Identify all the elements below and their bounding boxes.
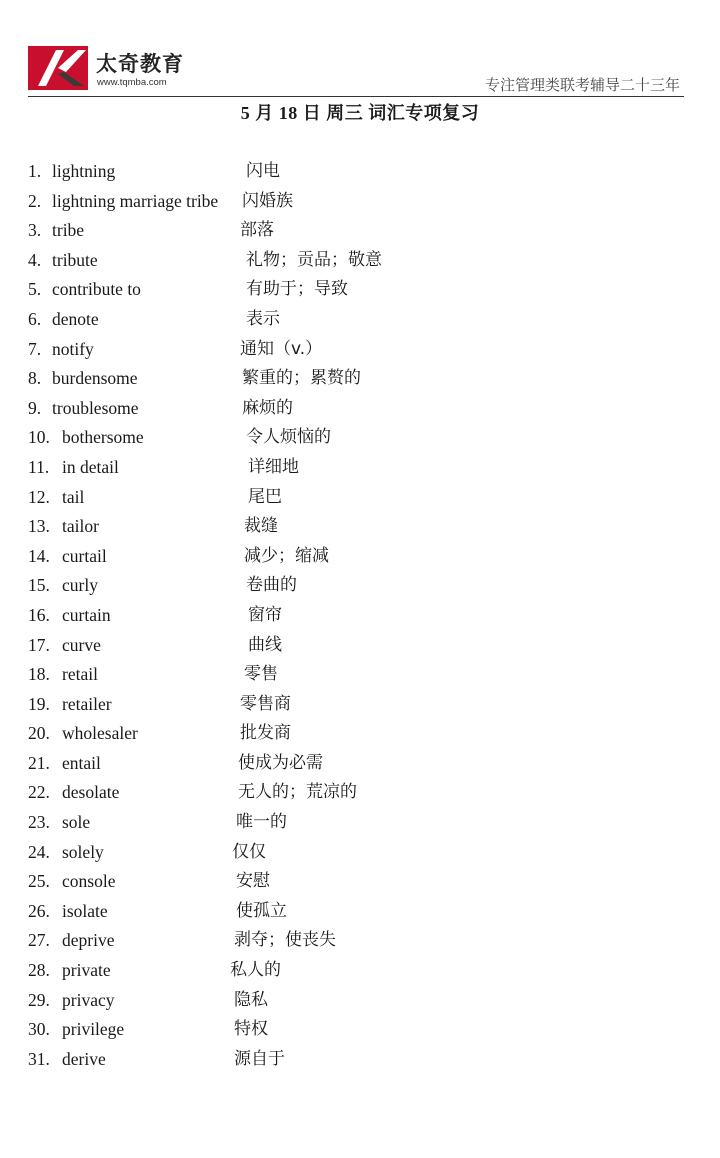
english-term: retail xyxy=(62,664,98,685)
english-term: solely xyxy=(62,841,104,862)
chinese-meaning: 无人的；荒凉的 xyxy=(238,782,357,803)
list-item xyxy=(0,897,720,927)
page-header xyxy=(0,0,720,100)
chinese-meaning: 部落 xyxy=(240,220,274,241)
item-number: 6. xyxy=(28,308,42,329)
chinese-meaning: 唯一的 xyxy=(236,812,287,833)
item-number: 8. xyxy=(28,368,42,389)
list-item xyxy=(0,216,720,246)
header-slogan: 专注管理类联考辅导二十三年 xyxy=(484,76,680,94)
chinese-meaning: 使成为必需 xyxy=(238,752,323,773)
chinese-meaning: 安慰 xyxy=(236,871,270,892)
english-term: desolate xyxy=(62,782,120,803)
chinese-meaning: 通知（v.） xyxy=(240,338,323,359)
english-term: curly xyxy=(62,575,98,596)
brand-name: 太奇教育 xyxy=(96,52,184,76)
item-number: 4. xyxy=(28,249,42,270)
list-item xyxy=(0,364,720,394)
chinese-meaning: 零售商 xyxy=(240,693,291,714)
english-term: privacy xyxy=(62,989,115,1010)
item-number: 20. xyxy=(28,723,50,744)
brand-url: www.tqmba.com xyxy=(97,77,167,88)
english-term: curtain xyxy=(62,604,111,625)
item-number: 23. xyxy=(28,812,50,833)
chinese-meaning: 卷曲的 xyxy=(246,575,297,596)
english-term: denote xyxy=(52,308,99,329)
item-number: 27. xyxy=(28,930,50,951)
item-number: 5. xyxy=(28,279,42,300)
item-number: 7. xyxy=(28,338,42,359)
english-term: curve xyxy=(62,634,101,655)
list-item xyxy=(0,631,720,661)
item-number: 16. xyxy=(28,604,50,625)
item-number: 10. xyxy=(28,427,50,448)
english-term: lightning marriage tribe xyxy=(52,190,219,211)
brand-logo-icon xyxy=(28,46,88,90)
list-item xyxy=(0,719,720,749)
list-item xyxy=(0,542,720,572)
chinese-meaning: 繁重的；累赘的 xyxy=(242,368,361,389)
item-number: 17. xyxy=(28,634,50,655)
list-item xyxy=(0,601,720,631)
list-item xyxy=(0,838,720,868)
chinese-meaning: 减少；缩减 xyxy=(244,545,329,566)
list-item xyxy=(0,956,720,986)
english-term: tailor xyxy=(62,516,99,537)
english-term: deprive xyxy=(62,930,115,951)
list-item xyxy=(0,275,720,305)
english-term: privilege xyxy=(62,1019,125,1040)
chinese-meaning: 有助于；导致 xyxy=(246,279,348,300)
english-term: lightning xyxy=(52,161,116,181)
item-number: 13. xyxy=(28,516,50,537)
english-term: curtail xyxy=(62,545,107,566)
list-item xyxy=(0,453,720,483)
item-number: 31. xyxy=(28,1048,50,1069)
item-number: 19. xyxy=(28,693,50,714)
list-item xyxy=(0,571,720,601)
list-item xyxy=(0,335,720,365)
list-item xyxy=(0,808,720,838)
page-title: 5 月 18 日 周三 词汇专项复习 xyxy=(240,103,480,123)
list-item xyxy=(0,483,720,513)
item-number: 21. xyxy=(28,752,50,773)
chinese-meaning: 裁缝 xyxy=(244,516,278,537)
list-item xyxy=(0,867,720,897)
english-term: derive xyxy=(62,1048,106,1069)
list-item xyxy=(0,749,720,779)
item-number: 22. xyxy=(28,782,50,803)
english-term: wholesaler xyxy=(62,723,138,744)
english-term: tribute xyxy=(52,249,98,270)
item-number: 29. xyxy=(28,989,50,1010)
chinese-meaning: 闪电 xyxy=(246,161,280,181)
item-number: 1. xyxy=(28,161,42,181)
english-term: retailer xyxy=(62,693,112,714)
list-item xyxy=(0,690,720,720)
list-item xyxy=(0,986,720,1016)
chinese-meaning: 闪婚族 xyxy=(242,190,293,211)
list-item xyxy=(0,926,720,956)
chinese-meaning: 私人的 xyxy=(230,960,281,981)
english-term: bothersome xyxy=(62,427,144,448)
list-item xyxy=(0,660,720,690)
item-number: 9. xyxy=(28,397,42,418)
item-number: 26. xyxy=(28,900,50,921)
list-item xyxy=(0,305,720,335)
item-number: 14. xyxy=(28,545,50,566)
english-term: private xyxy=(62,960,111,981)
chinese-meaning: 隐私 xyxy=(234,989,268,1010)
chinese-meaning: 窗帘 xyxy=(248,604,282,625)
item-number: 28. xyxy=(28,960,50,981)
chinese-meaning: 剥夺；使丧失 xyxy=(234,930,336,951)
item-number: 3. xyxy=(28,220,42,241)
item-number: 18. xyxy=(28,664,50,685)
item-number: 15. xyxy=(28,575,50,596)
english-term: burdensome xyxy=(52,368,138,389)
chinese-meaning: 批发商 xyxy=(240,723,291,744)
english-term: tribe xyxy=(52,220,85,241)
chinese-meaning: 曲线 xyxy=(248,634,282,655)
vocab-list xyxy=(0,157,720,1074)
chinese-meaning: 使孤立 xyxy=(236,900,287,921)
chinese-meaning: 礼物；贡品；敬意 xyxy=(246,249,382,270)
english-term: troublesome xyxy=(52,397,139,418)
header-divider xyxy=(28,96,684,97)
english-term: contribute to xyxy=(52,279,141,300)
list-item xyxy=(0,512,720,542)
list-item xyxy=(0,394,720,424)
english-term: sole xyxy=(62,812,91,833)
english-term: notify xyxy=(52,338,94,359)
chinese-meaning: 麻烦的 xyxy=(242,397,293,418)
list-item xyxy=(0,778,720,808)
item-number: 24. xyxy=(28,841,50,862)
list-item xyxy=(0,187,720,217)
list-item xyxy=(0,423,720,453)
chinese-meaning: 仅仅 xyxy=(232,841,266,862)
chinese-meaning: 表示 xyxy=(246,308,280,329)
list-item xyxy=(0,246,720,276)
chinese-meaning: 令人烦恼的 xyxy=(246,427,331,448)
item-number: 12. xyxy=(28,486,50,507)
item-number: 11. xyxy=(28,456,50,477)
english-term: console xyxy=(62,871,116,892)
english-term: tail xyxy=(62,486,85,507)
english-term: in detail xyxy=(62,456,119,477)
list-item xyxy=(0,1015,720,1045)
chinese-meaning: 零售 xyxy=(244,664,278,685)
english-term: isolate xyxy=(62,900,108,921)
item-number: 2. xyxy=(28,190,42,211)
chinese-meaning: 尾巴 xyxy=(248,486,282,507)
chinese-meaning: 特权 xyxy=(234,1019,268,1040)
item-number: 25. xyxy=(28,871,50,892)
list-item xyxy=(0,1045,720,1075)
chinese-meaning: 源自于 xyxy=(234,1048,285,1069)
item-number: 30. xyxy=(28,1019,50,1040)
list-item xyxy=(0,157,720,187)
english-term: entail xyxy=(62,752,101,773)
chinese-meaning: 详细地 xyxy=(248,456,299,477)
